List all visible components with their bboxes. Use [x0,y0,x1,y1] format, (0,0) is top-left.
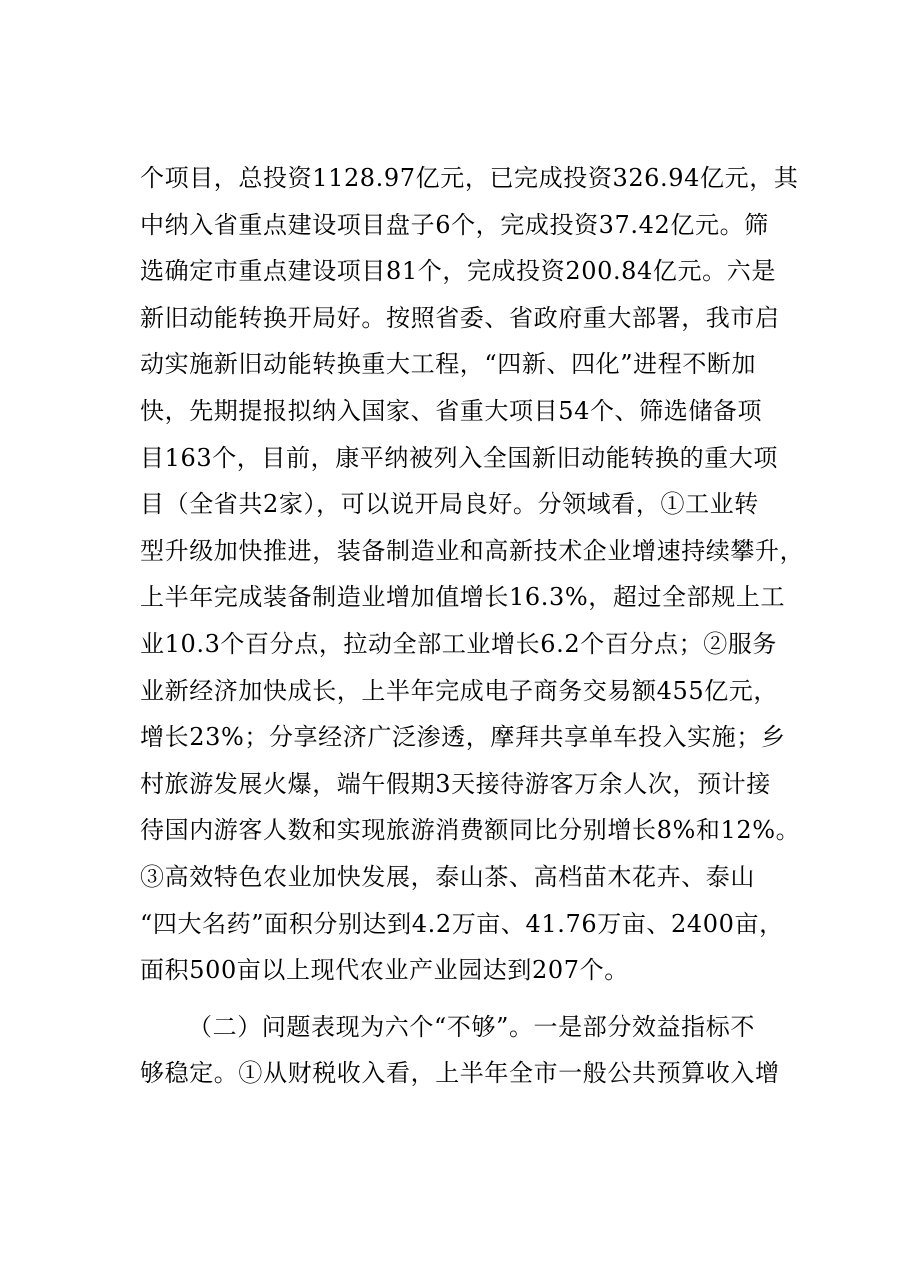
text-line: 村旅游发展火爆，端午假期3天接待游客万余人次，预计接 [140,769,771,798]
text-line: 面积500亩以上现代农业产业园达到207个。 [140,956,629,985]
text-line: “四大名药”面积分别达到4.2万亩、41.76万亩、2400亩， [140,909,784,938]
text-line: 个项目，总投资1128.97亿元，已完成投资326.94亿元，其 [140,164,799,192]
paragraph-1 [140,155,805,994]
body-text [140,155,805,1097]
text-line: ③高效特色农业加快发展，泰山茶、高档苗木花卉、泰山 [140,862,755,891]
text-line: 型升级加快推进，装备制造业和高新技术企业增速持续攀升， [140,536,805,565]
paragraph-2 [140,1004,780,1097]
paragraph-spacer [140,994,780,1004]
text-line: 中纳入省重点建设项目盘子6个，完成投资37.42亿元。筛 [140,210,769,239]
text-line: 增长23%；分享经济广泛渗透，摩拜共享单车投入实施；乡 [140,723,786,752]
text-line: 业新经济加快成长，上半年完成电子商务交易额455亿元， [140,676,779,705]
text-line: 动实施新旧动能转换重大工程，“四新、四化”进程不断加 [140,350,757,379]
text-line: 目163个，目前，康平纳被列入全国新旧动能转换的重大项 [140,443,779,472]
text-line: 够稳定。①从财税收入看，上半年全市一般公共预算收入增 [140,1059,780,1088]
text-line: 目（全省共2家），可以说开局良好。分领域看，①工业转 [140,490,759,519]
text-line: （二）问题表现为六个“不够”。一是部分效益指标不 [188,1012,755,1041]
text-line: 选确定市重点建设项目81个，完成投资200.84亿元。六是 [140,257,776,286]
text-line: 快，先期提报拟纳入国家、省重大项目54个、筛选储备项 [140,396,763,425]
text-line: 业10.3个百分点，拉动全部工业增长6.2个百分点；②服务 [140,629,778,658]
text-line: 上半年完成装备制造业增加值增长16.3%，超过全部规上工 [140,583,786,612]
text-line: 待国内游客人数和实现旅游消费额同比分别增长8%和12%。 [140,816,801,845]
text-line: 新旧动能转换开局好。按照省委、省政府重大部署，我市启 [140,303,780,332]
